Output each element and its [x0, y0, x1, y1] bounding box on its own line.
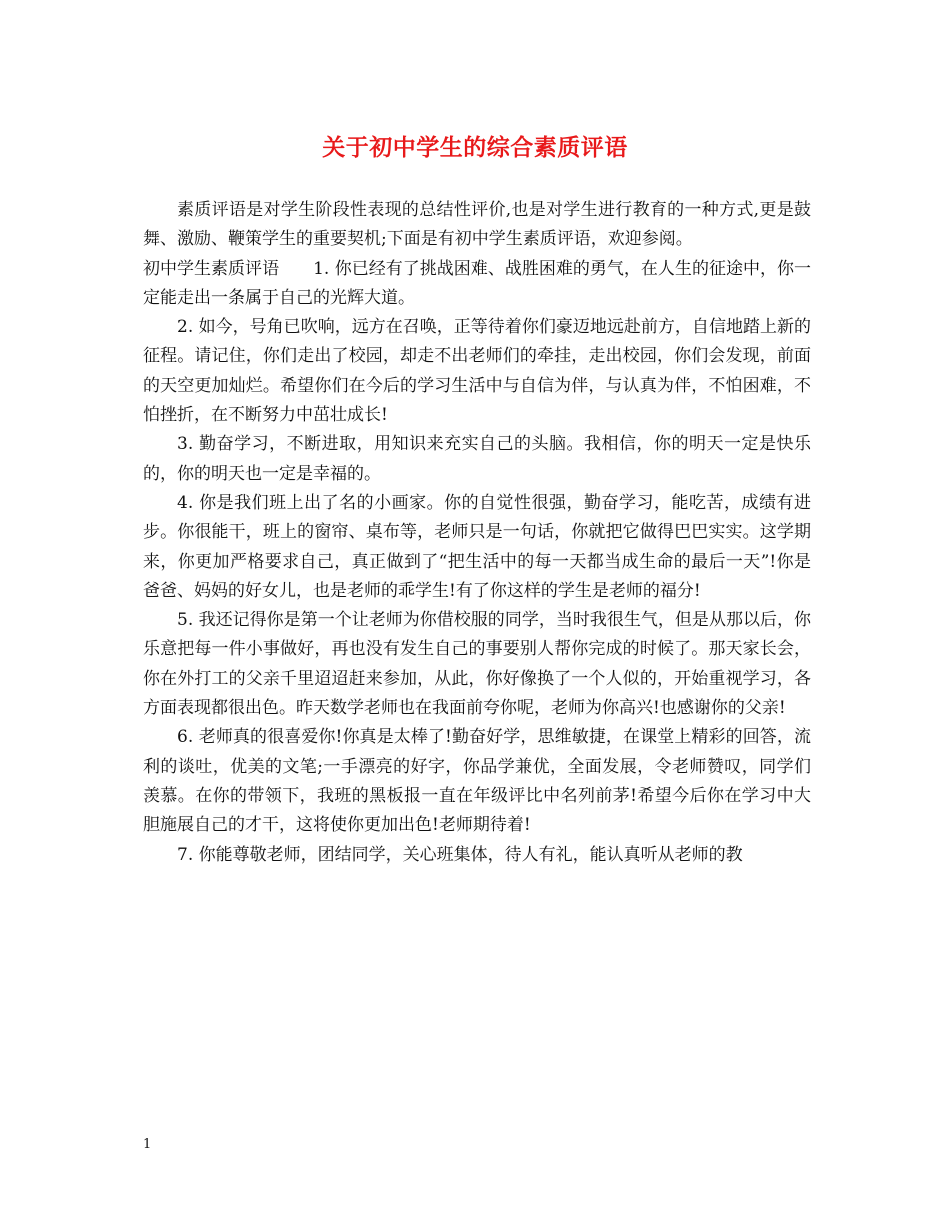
document-body [143, 196, 811, 870]
paragraph-5: 5. 我还记得你是第一个让老师为你借校服的同学，当时我很生气，但是从那以后，你乐意把每一件小事做好，再也没有发生自己的事要别人帮你完成的时候了。那天家长会，你在外打工的父亲千里迢迢赶来参加，从此，你好像换了一个人似的，开始重视学习，各方面表现都很出色。昨天数学老师也在我面前夸你呢，老师为你高兴!也感谢你的父亲! [143, 610, 811, 719]
paragraph-4: 4. 你是我们班上出了名的小画家。你的自觉性很强，勤奋学习，能吃苦，成绩有进步。你很能干，班上的窗帘、桌布等，老师只是一句话，你就把它做得巴巴实实。这学期来，你更加严格要求自己，真正做到了“把生活中的每一天都当成生命的最后一天”!你是爸爸、妈妈的好女儿，也是老师的乖学生!有了你这样的学生是老师的福分! [143, 492, 811, 601]
paragraph-2: 2. 如今，号角已吹响，远方在召唤，正等待着你们豪迈地远赴前方，自信地踏上新的征程。请记住，你们走出了校园，却走不出老师们的牵挂，走出校园，你们会发现，前面的天空更加灿烂。希望你们在今后的学习生活中与自信为伴，与认真为伴，不怕困难，不怕挫折，在不断努力中茁壮成长! [143, 317, 811, 426]
paragraph-3: 3. 勤奋学习，不断进取，用知识来充实自己的头脑。我相信，你的明天一定是快乐的，你的明天也一定是幸福的。 [143, 434, 811, 484]
paragraph-7: 7. 你能尊敬老师，团结同学，关心班集体，待人有礼，能认真听从老师的教 [177, 844, 743, 865]
page-number: 1 [143, 1137, 152, 1152]
paragraph-1: 初中学生素质评语 1. 你已经有了挑战困难、战胜困难的勇气，在人生的征途中，你一定能走出一条属于自己的光辉大道。 [143, 258, 811, 308]
document-title: 关于初中学生的综合素质评语 [322, 134, 628, 161]
paragraph-intro: 素质评语是对学生阶段性表现的总结性评价,也是对学生进行教育的一种方式,更是鼓舞、激励、鞭策学生的重要契机;下面是有初中学生素质评语，欢迎参阅。 [143, 200, 811, 250]
paragraph-6: 6. 老师真的很喜爱你!你真是太棒了!勤奋好学，思维敏捷，在课堂上精彩的回答，流利的谈吐，优美的文笔;一手漂亮的好字，你品学兼优，全面发展，令老师赞叹，同学们羡慕。在你的带领下，我班的黑板报一直在年级评比中名列前茅!希望今后你在学习中大胆施展自己的才干，这将使你更加出色!老师期待着! [143, 727, 811, 836]
